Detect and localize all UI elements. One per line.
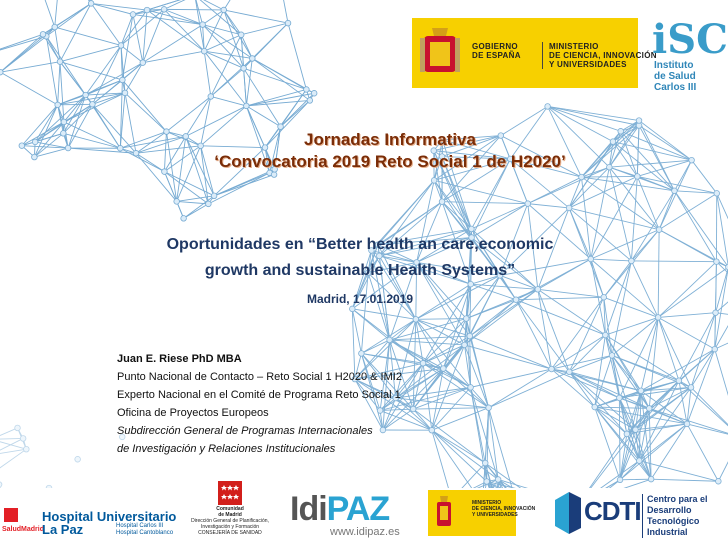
event-date: Madrid, 17.01.2019	[306, 292, 414, 306]
hospital-subtitle: Hospital Carlos III Hospital Cantoblanco	[116, 523, 174, 536]
coat-of-arms-small-icon	[434, 494, 454, 532]
hospital-cross-icon	[4, 508, 18, 522]
idipaz-url: www.idipaz.es	[330, 526, 400, 538]
ministry-label: MINISTERIO DE CIENCIA, INNOVACIÓN Y UNIVERSIDADES	[542, 42, 657, 69]
coat-of-arms-icon	[418, 24, 462, 82]
cdti-subtitle: Centro para el Desarrollo Tecnológico Industrial	[642, 494, 708, 538]
saludmadrid-label: SaludMadrid	[2, 526, 45, 533]
cdti-mark-icon	[555, 492, 581, 534]
idipaz-logo-a: Idi	[290, 490, 327, 528]
speaker-dept-2: de Investigación y Relaciones Institucionales	[117, 443, 336, 455]
speaker-office: Oficina de Proyectos Europeos	[117, 407, 269, 419]
hospital-title: Hospital Universitario La Paz	[42, 509, 177, 537]
speaker-role-2: Experto Nacional en el Comité de Programa Reto Social 1	[117, 389, 401, 401]
subtitle-line-2: growth and sustainable Health Systems”	[204, 262, 516, 279]
madrid-flag-icon	[218, 481, 242, 505]
ministry-footer-label: MINISTERIO DE CIENCIA, INNOVACIÓN Y UNIVERSIDADES	[472, 500, 536, 518]
speaker-role-1: Punto Nacional de Contacto – Reto Social 1 H2020 & IMI2	[117, 371, 402, 383]
subtitle-line-1: Oportunidades en “Better health an care,economic	[166, 236, 554, 253]
gobierno-label: GOBIERNO DE ESPAÑA	[472, 42, 521, 60]
speaker-name: Juan E. Riese PhD MBA	[117, 353, 242, 365]
comunidad-madrid-label: Comunidad de Madrid	[216, 506, 244, 518]
idipaz-logo	[290, 490, 389, 529]
isc-logo-icon: iSC	[652, 16, 728, 63]
cdti-logo-text: CDTI	[584, 496, 641, 526]
speaker-dept-1: Subdirección General de Programas Internacionales	[117, 425, 373, 437]
planning-directorate-label: Dirección General de Planificación, Investigación y Formación CONSEJERÍA DE SANIDAD	[191, 518, 269, 536]
idipaz-logo-b: PAZ	[326, 490, 390, 528]
speaker-info	[117, 350, 402, 458]
isc-label: Instituto de Salud Carlos III	[654, 60, 697, 93]
title-line-2: ‘Convocatoria 2019 Reto Social 1 de H2020’	[214, 152, 566, 171]
title-line-1: Jornadas Informativa	[304, 130, 476, 149]
